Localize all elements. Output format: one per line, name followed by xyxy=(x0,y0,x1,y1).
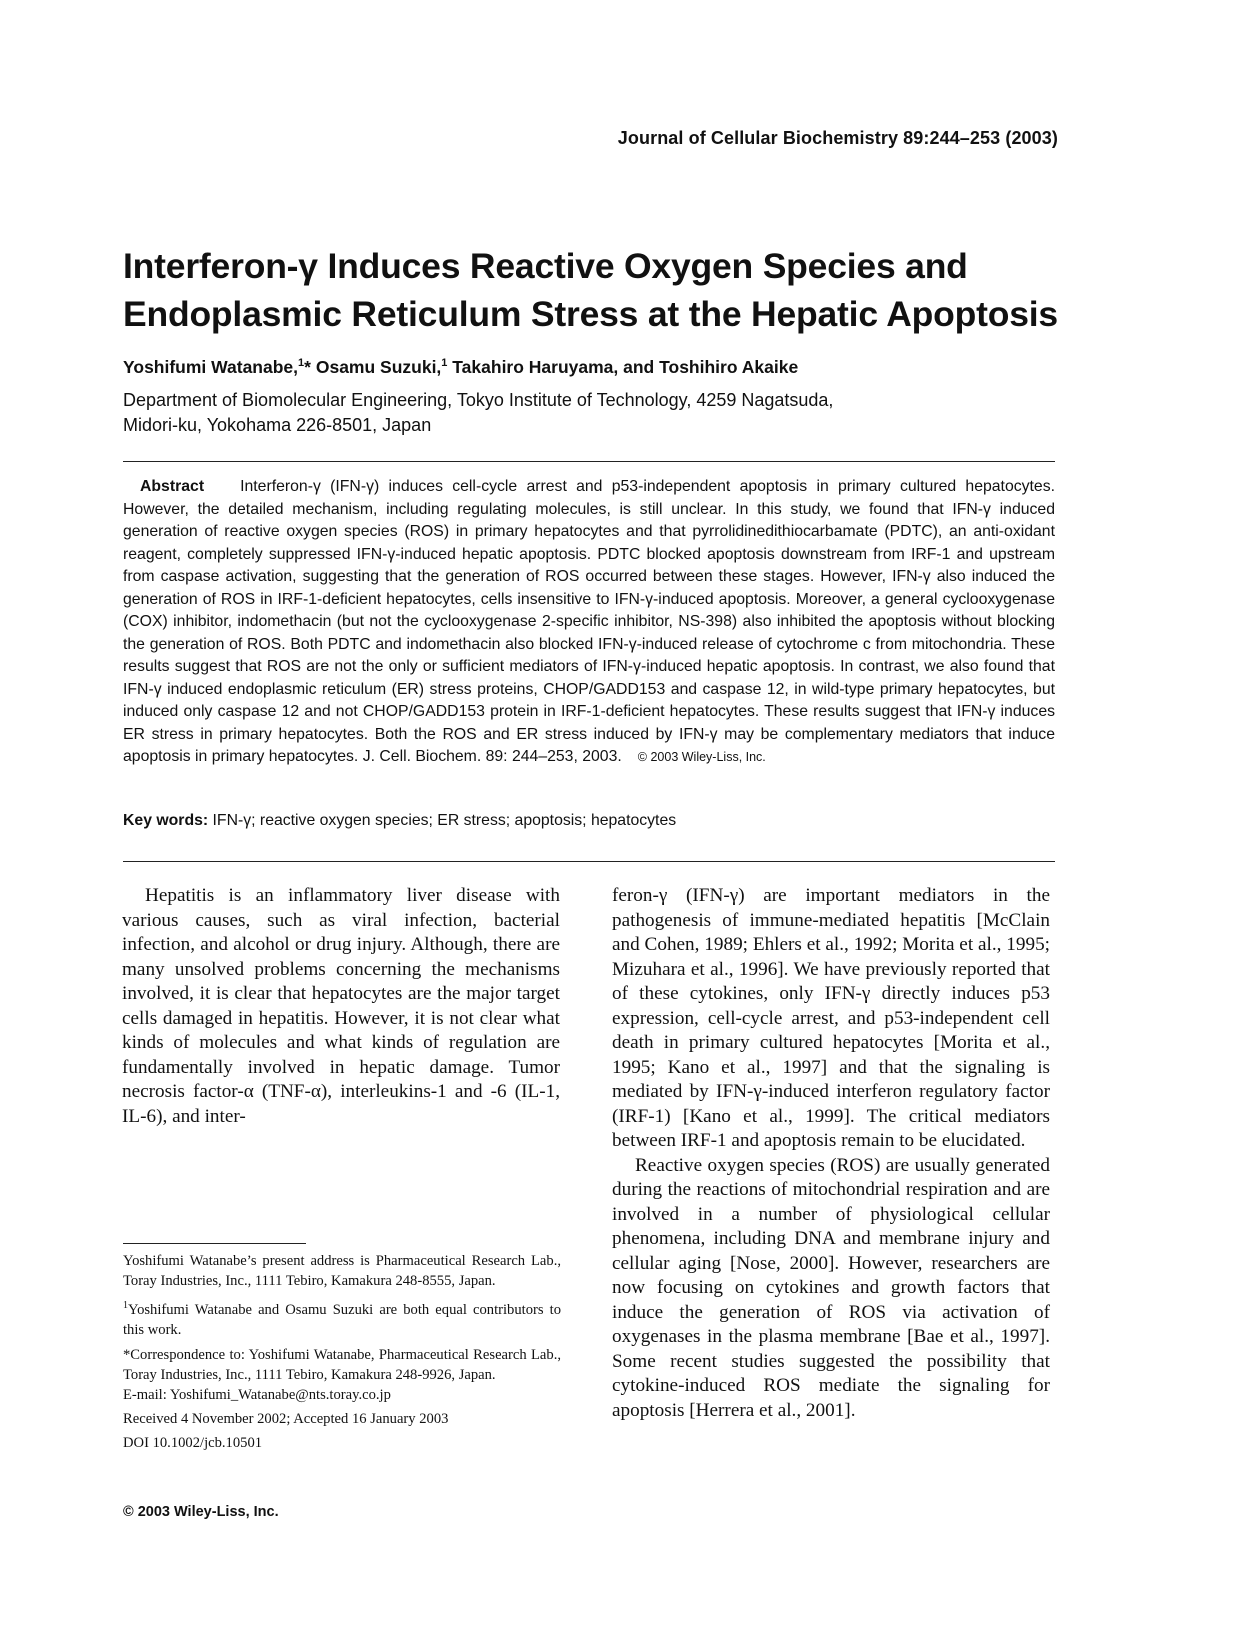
divider-top xyxy=(123,461,1055,462)
author-2-affiliation-mark: 1 xyxy=(441,357,448,370)
author-2: Osamu Suzuki, xyxy=(315,357,442,377)
body-paragraph: feron-γ (IFN-γ) are important mediators in the pathogenesis of immune-mediated hepatitis [McClain and Cohen, 1989; Ehlers et al., 1992; Morita et al., 1995; Mizuhara et al., 1996]. We have previously reported that of these cytokines, only IFN-γ directly induces p53 expression, cell-cycle arrest, and p53-independent cell death in primary cultured hepatocytes [Morita et al., 1995; Kano et al., 1997] and that the signaling is mediated by IFN-γ-induced interferon regulatory factor (IRF-1) [Kano et al., 1999]. The critical mediators between IRF-1 and apoptosis remain to be elucidated. xyxy=(612,885,1050,1151)
footnote-correspondence-text: *Correspondence to: Yoshifumi Watanabe, Pharmaceutical Research Lab., Toray Industries, Inc., 1111 Tebiro, Kamakura 248-9926, Japan. xyxy=(123,1346,561,1383)
footnote-correspondence xyxy=(123,1345,561,1405)
body-paragraph: Reactive oxygen species (ROS) are usually generated during the reactions of mitochondrial respiration and are involved in a number of physiological cellular phenomena, including DNA and membrane injury and cellular aging [Nose, 2000]. However, researchers are now focusing on cytokines and growth factors that induce the generation of ROS via activation of oxygenases in the plasma membrane [Bae et al., 1997]. Some recent studies suggested the possibility that cytokine-induced ROS mediate the signaling for apoptosis [Herrera et al., 2001]. xyxy=(612,1154,1050,1421)
footnotes xyxy=(123,1251,561,1457)
title-line-2: Endoplasmic Reticulum Stress at the Hepatic Apoptosis xyxy=(123,294,1058,334)
body-column-left xyxy=(122,884,560,1129)
footnote-present-address: Yoshifumi Watanabe’s present address is Pharmaceutical Research Lab., Toray Industries, Inc., 1111 Tebiro, Kamakura 248-8555, Japan. xyxy=(123,1253,561,1289)
keywords-text: IFN-γ; reactive oxygen species; ER stress; apoptosis; hepatocytes xyxy=(212,812,677,829)
author-list xyxy=(123,357,798,378)
footnote-mark: 1 xyxy=(123,1300,128,1311)
abstract-copyright: © 2003 Wiley-Liss, Inc. xyxy=(637,750,766,764)
body-column-right xyxy=(612,884,1050,1423)
affiliation xyxy=(123,388,1083,438)
author-1-affiliation-mark: 1 xyxy=(298,357,305,370)
article-title xyxy=(123,242,1123,338)
correspondence-mark: * xyxy=(304,357,316,377)
abstract-label: Abstract xyxy=(140,478,205,495)
footnote-equal-contribution-text: Yoshifumi Watanabe and Osamu Suzuki are both equal contributors to this work. xyxy=(123,1301,561,1338)
abstract xyxy=(123,476,1055,769)
divider-bottom xyxy=(123,861,1055,862)
title-line-1: Interferon-γ Induces Reactive Oxygen Species and xyxy=(123,246,968,286)
footnote-equal-contribution xyxy=(123,1296,561,1340)
copyright-notice: © 2003 Wiley-Liss, Inc. xyxy=(123,1504,279,1520)
author-3-4: Takahiro Haruyama, and Toshihiro Akaike xyxy=(447,357,799,377)
footnote-doi: DOI 10.1002/jcb.10501 xyxy=(123,1434,263,1451)
journal-header: Journal of Cellular Biochemistry 89:244–253 (2003) xyxy=(617,128,1058,148)
author-1: Yoshifumi Watanabe, xyxy=(123,357,299,377)
keywords-label: Key words: xyxy=(123,812,209,829)
footnote-divider xyxy=(123,1243,306,1244)
footnote-email: E-mail: Yoshifumi_Watanabe@nts.toray.co.jp xyxy=(123,1386,391,1403)
keywords xyxy=(123,812,676,830)
affiliation-line-2: Midori-ku, Yokohama 226-8501, Japan xyxy=(123,415,432,435)
abstract-text: Interferon-γ (IFN-γ) induces cell-cycle arrest and p53-independent apoptosis in primary cultured hepatocytes. However, the detailed mechanism, including regulating molecules, is still unclear. In this study, we found that IFN-γ induced generation of reactive oxygen species (ROS) in primary hepatocytes and that pyrrolidinedithiocarbamate (PDTC), an anti-oxidant reagent, completely suppressed IFN-γ-induced hepatic apoptosis. PDTC blocked apoptosis downstream from IRF-1 and upstream from caspase activation, suggesting that the generation of ROS occurred between these stages. However, IFN-γ also induced the generation of ROS in IRF-1-deficient hepatocytes, cells insensitive to IFN-γ-induced apoptosis. Moreover, a general cyclooxygenase (COX) inhibitor, indomethacin (but not the cyclooxygenase 2-specific inhibitor, NS-398) also inhibited the apoptosis without blocking the generation of ROS. Both PDTC and indomethacin also blocked IFN-γ-induced release of cytochrome c from mitochondria. These results suggest that ROS are not the only or sufficient mediators of IFN-γ-induced hepatic apoptosis. In contrast, we also found that IFN-γ induced endoplasmic reticulum (ER) stress proteins, CHOP/GADD153 and caspase 12, in wild-type primary hepatocytes, but induced only caspase 12 and not CHOP/GADD153 protein in IRF-1-deficient hepatocytes. These results suggest that IFN-γ induces ER stress in primary hepatocytes. Both the ROS and ER stress induced by IFN-γ may be complementary mediators that induce apoptosis in primary hepatocytes. J. Cell. Biochem. 89: 244–253, 2003. xyxy=(123,478,1055,765)
footnote-received: Received 4 November 2002; Accepted 16 January 2003 xyxy=(123,1410,449,1427)
affiliation-line-1: Department of Biomolecular Engineering, Tokyo Institute of Technology, 4259 Nagatsuda, xyxy=(123,390,834,410)
body-paragraph: Hepatitis is an inflammatory liver disease with various causes, such as viral infection, bacterial infection, and alcohol or drug injury. Although, there are many unsolved problems concerning the mechanisms involved, it is clear that hepatocytes are the major target cells damaged in hepatitis. However, it is not clear what kinds of molecules and what kinds of regulation are fundamentally involved in hepatic damage. Tumor necrosis factor-α (TNF-α), interleukins-1 and -6 (IL-1, IL-6), and inter- xyxy=(122,885,560,1127)
